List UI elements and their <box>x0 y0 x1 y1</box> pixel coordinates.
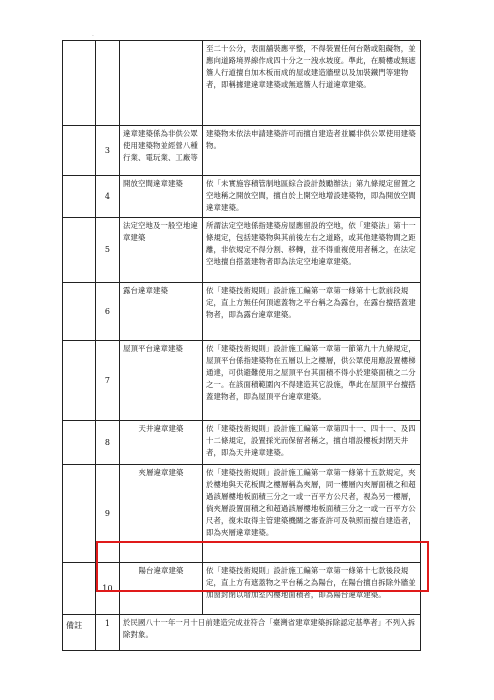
row-number: 10 <box>96 563 120 615</box>
category-name: 天井違章建築 <box>120 421 203 465</box>
table-row <box>63 126 421 176</box>
table-row <box>63 465 421 563</box>
table-row <box>63 218 421 283</box>
table-row <box>63 176 421 218</box>
blank-cell <box>63 218 96 283</box>
table-row <box>63 421 421 465</box>
note-row <box>63 615 421 651</box>
category-name: 露台違章建築 <box>120 283 203 341</box>
note-index: 1 <box>96 615 120 651</box>
blank-cell <box>63 421 96 465</box>
blank-cell <box>63 41 96 126</box>
table-row <box>63 341 421 421</box>
category-description: 建築物未依法申請建築許可而擅自建造者並屬非供公眾使用建築物。 <box>203 126 421 176</box>
row-number: 8 <box>96 421 120 465</box>
category-name: 夾層違章建築 <box>120 465 203 563</box>
category-description: 依「建築技術規則」設計施工編第一章第四十一、四十一、及四十二條規定，設置採光而保留者稱之，擅自增設樓板封閉天井者，即為天井違章建築。 <box>203 421 421 465</box>
category-description: 依「未實施容積管制地區綜合設計鼓勵辦法」第九條規定留置之空地稱之開放空間，擅自於上開空地增設建築物，即為開放空間違章建築。 <box>203 176 421 218</box>
category-description: 至二十公分，表面舖裝應平整，不得裝置任何台階或阻礙物，並應向道路境界線作成四十分之一洩水坡度。準此，在騎樓或無遮簷人行道擅自加木板而成的屋或建造牆壁以及加裝鐵門等建物者，即稱據建違章建築或無遮簷人行道違章建築。 <box>203 41 421 126</box>
row-number <box>96 41 120 126</box>
category-description: 依「建築技術規則」設計施工編第一章第一節第九十九條規定，屋頂平台係指建築物在五層以上之樓層，供公眾使用應設置樓梯通達，可供避難使用之屋頂平台其面積不得小於建築面積之二分之一。在該面積範圍內不得建造其它設施，準此在屋頂平台擅搭蓋建物者，即為屋頂平台違章建築。 <box>203 341 421 421</box>
category-description: 依「建築技術規則」設計施工編第一章第一條第十五款規定，夾於樓地與天花板間之樓層稱為夾層，同一樓層內夾層面積之和超過該層樓地板面積三分之一或一百平方公尺者，視為另一樓層，倘夾層設置面積之和超過該層樓地板面積三分之一或一百平方公尺者，復未取得主管建築機關之審查許可及執照而擅自建造者，即為夾層違章建築。 <box>203 465 421 563</box>
page-mark: · <box>92 33 94 40</box>
category-name: 陽台違章建築 <box>120 563 203 615</box>
row-number: 7 <box>96 341 120 421</box>
table-row <box>63 283 421 341</box>
table-row <box>63 563 421 615</box>
row-number: 6 <box>96 283 120 341</box>
row-number: 5 <box>96 218 120 283</box>
blank-cell <box>63 341 96 421</box>
blank-cell <box>63 176 96 218</box>
blank-cell <box>63 465 96 563</box>
category-description: 所謂法定空地係指建築房屋應留設的空地，依「建築法」第十一條規定，包括建築物與其前後左右之道路，或其他建築物間之距離，非依規定不得分割、移轉，並不得重複使用者稱之，在法定空地擅自搭蓋建物者即為法定空地違章建築。 <box>203 218 421 283</box>
table-row <box>63 41 421 126</box>
row-number: 4 <box>96 176 120 218</box>
category-name: 違章建築係為非供公眾使用建築物並經營八種行業、電玩業、工廠等 <box>120 126 203 176</box>
category-name: 法定空地及一般空地違章建築 <box>120 218 203 283</box>
category-description: 依「建築技術規則」設計施工編第一章第一條第十七款前段規定，直上方無任何頂遮蓋物之平台稱之為露台，在露台擅搭蓋建物者，即為露台違章建築。 <box>203 283 421 341</box>
blank-cell <box>63 563 96 615</box>
category-name <box>120 41 203 126</box>
violation-categories-table <box>62 40 421 651</box>
row-number: 9 <box>96 465 120 563</box>
category-name: 屋頂平台違章建築 <box>120 341 203 421</box>
note-text: 於民國八十一年一月十日前建造完成並符合「臺灣省建章建築拆除認定基準者」不列入拆除對象。 <box>120 615 421 651</box>
category-name: 開放空間違章建築 <box>120 176 203 218</box>
blank-cell <box>63 126 96 176</box>
note-label-text: 備註 <box>66 621 83 630</box>
blank-cell <box>63 283 96 341</box>
note-label <box>63 615 96 651</box>
category-description: 依「建築技術規則」設計施工編第一章第一條第十七款後段規定，直上方有遮蓋物之平台稱之為陽台，在陽台擅自拆除外牆並加窗封閉以增加室內樓地面積者，即為陽台違章建築。 <box>203 563 421 615</box>
row-number: 3 <box>96 126 120 176</box>
